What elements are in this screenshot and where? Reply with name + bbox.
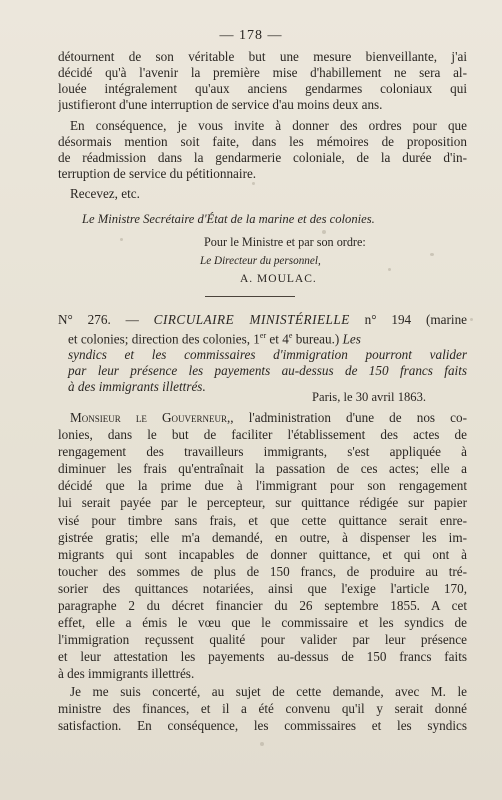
body-line: gistrée gratis; elle m'a demandé, en outre, à dispenser les im- [58,529,467,545]
subject-start: Les [342,331,361,347]
signature-title: Le Ministre Secrétaire d'État de la marine et des colonies. [82,212,375,226]
paper-speck [388,268,391,271]
body-line: et leur attestation les payements au-dessus de 150 francs faits [58,649,467,665]
circular-title-suffix: n° 194 (marine [364,312,467,327]
circular-title-line [58,312,467,328]
paper-speck [430,253,434,256]
paper-speck [322,230,326,234]
circular-number: N° 276. — [58,312,139,327]
superscript: er [259,331,267,340]
section-divider [205,296,295,297]
circular-date: Paris, le 30 avril 1863. [312,390,427,404]
signature-director: Le Directeur du personnel, [200,255,321,267]
text-line: louée intégralement qu'aux anciens gendarmes coloniaux qui [58,80,467,96]
text-line: En conséquence, je vous invite à donner des ordres pour que [70,118,467,133]
body-line: lonies, dans le but de faciliter l'établissement des actes de [58,427,467,443]
text-line: détournent de son véritable but une mesure bienveillante, j'ai [58,49,467,64]
direction-text: bureau.) [292,331,340,347]
body-line: satisfaction. En conséquence, les commissaires et les syndics [58,717,467,733]
paper-speck [120,238,123,241]
closing-text: Recevez, etc. [70,186,140,201]
body-text: , l'administration d'une de nos co- [230,410,467,425]
body-line: rengagement des travailleurs immigrants, s'est appliquée à [58,444,467,460]
body-line: Je me suis concerté, au sujet de cette demande, avec M. le [70,683,467,699]
body-line: diminuer les frais qu'entraînait la passation de ces actes; elle a [58,461,467,477]
body-line: ministre des finances, et il a été convenu qu'il y serait donné [58,700,467,716]
paper-speck [260,742,264,746]
body-line: lui serait payée par le percepteur, sur quittance rédigée sur papier [58,495,467,511]
closing-line [58,186,467,202]
paper-speck [470,318,473,321]
body-line: visé pour timbre sans frais, et que cette quittance serait enre- [58,512,467,528]
body-line: effet, elle a émis le vœu que le commissaire et les syndics de [58,615,467,631]
text-line: de réadmission dans la gendarmerie coloniale, de la durée d'in- [58,149,467,165]
circular-subject-line: à des immigrants illettrés. [68,379,206,395]
body-line: l'immigration reçussent qualité pour valider par leur présence [58,632,467,648]
superscript: e [288,331,293,340]
body-line: toucher des sommes de plus de 150 francs, de produire au tré- [58,563,467,579]
page-number: — 178 — [219,28,283,43]
text-line: justifieront d'une interruption de service d'au moins deux ans. [58,96,383,112]
salutation: Monsieur le Gouverneur, [70,410,231,425]
body-line: à des immigrants illettrés. [58,666,195,682]
circular-direction-line [58,328,467,347]
signature-for-minister: Pour le Ministre et par son ordre: [204,235,366,249]
text-line: désormais mention soit faite, dans les mémoires de proposition [58,133,467,149]
text-line: décidé qu'à l'avenir la première mise d'habillement ne sera al- [58,64,467,80]
direction-text: et 4 [266,331,289,347]
body-line: paragraphe 2 du décret financier du 26 septembre 1855. A cet [58,598,467,614]
body-line: décidé que la prime due à l'immigrant pour son rengagement [58,478,467,494]
body-line: migrants qui sont incapables de donner quittance, et qui ont à [58,546,467,562]
body-line: sorier des quittances notariées, ainsi que l'exige l'article 170, [58,580,467,596]
signature-name: A. MOULAC. [240,273,317,285]
second-paragraph [58,118,467,182]
body-first-line [58,409,467,426]
paper-speck [252,182,255,185]
top-paragraph [58,49,467,113]
circular-heading [58,312,467,395]
direction-text: et colonies; direction des colonies, 1 [68,331,260,347]
circular-subject-line: syndics et les commissaires d'immigration pourront valider [68,347,467,363]
circular-body [58,409,467,734]
circular-title: CIRCULAIRE MINISTÉRIELLE [153,312,350,327]
text-line: terruption de service du pétitionnaire. [58,165,257,181]
circular-subject-line: par leur présence les payements au-dessus de 150 francs faits [68,363,467,379]
